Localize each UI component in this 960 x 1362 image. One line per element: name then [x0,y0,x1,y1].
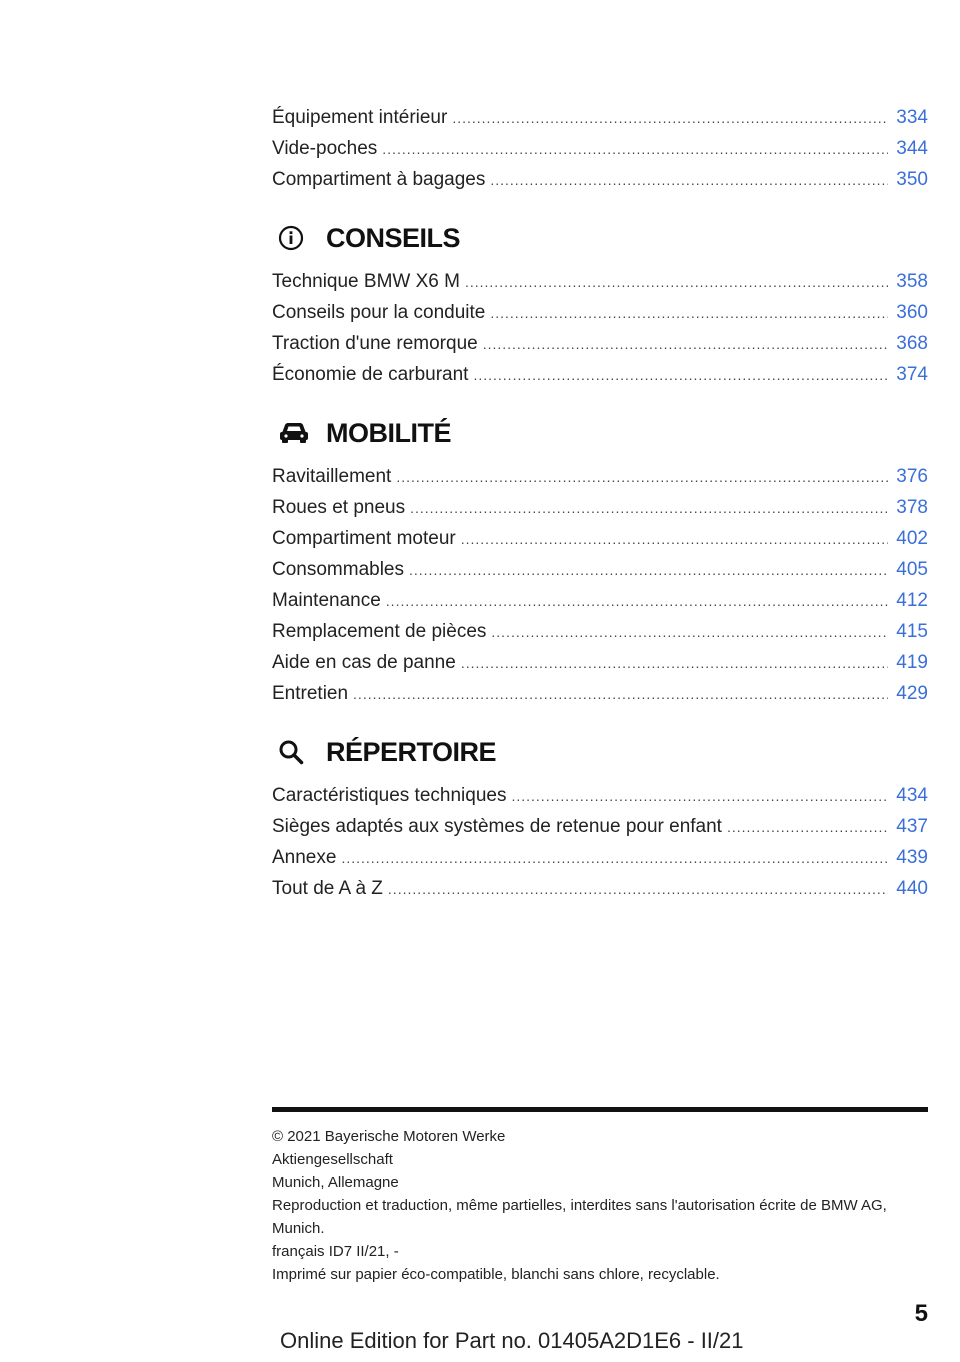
toc-group [272,102,928,195]
table-of-contents [272,102,928,904]
imprint-line: Reproduction et traduction, même partielles, interdites sans l'autorisation écrite de BMW AG, [272,1197,887,1214]
dot-leader [341,843,888,874]
toc-entry-title: Consommables [272,559,404,580]
section-title: MOBILITÉ [326,417,451,448]
dot-leader [490,298,888,329]
imprint [272,1125,932,1286]
dot-leader [353,679,888,710]
toc-entry-page-link[interactable]: 358 [896,271,928,292]
info-icon [272,222,318,254]
toc-entry[interactable] [272,266,928,297]
toc-group-repertoire [272,734,928,904]
toc-entry-page-link[interactable]: 360 [896,302,928,323]
toc-entry-title: Roues et pneus [272,497,406,518]
section-heading-mobilite [272,415,928,451]
toc-entry-title: Aide en cas de panne [272,652,456,673]
dot-leader [461,524,888,555]
toc-entry-page-link[interactable]: 439 [896,847,928,868]
toc-entry-page-link[interactable]: 378 [896,497,928,518]
divider-rule [272,1107,928,1112]
toc-entry-title: Ravitaillement [272,466,392,487]
footer-watermark: Online Edition for Part no. 01405A2D1E6 - II/21 [280,1328,744,1353]
dot-leader [511,781,888,812]
toc-entry[interactable] [272,297,928,328]
page-number: 5 [914,1300,928,1327]
toc-entry-title: Vide-poches [272,138,378,159]
toc-entry[interactable] [272,102,928,133]
toc-entry-title: Tout de A à Z [272,878,383,899]
toc-entry[interactable] [272,616,928,647]
toc-entry-title: Technique BMW X6 M [272,271,460,292]
toc-entry-page-link[interactable]: 350 [896,169,928,190]
toc-entry[interactable] [272,359,928,390]
toc-entry-title: Traction d'une remorque [272,333,478,354]
toc-group-conseils [272,220,928,390]
dot-leader [410,493,888,524]
section-title: CONSEILS [326,222,461,253]
toc-entry-title: Compartiment moteur [272,528,456,549]
toc-entry-page-link[interactable]: 334 [896,107,928,128]
dot-leader [473,360,888,391]
imprint-line: Aktiengesellschaft [272,1151,393,1168]
toc-group-mobilite [272,415,928,709]
dot-leader [491,617,888,648]
toc-entry-title: Entretien [272,683,349,704]
toc-entry-title: Caractéristiques techniques [272,785,507,806]
toc-entry[interactable] [272,133,928,164]
toc-entry-page-link[interactable]: 344 [896,138,928,159]
toc-entry[interactable] [272,523,928,554]
toc-entry-page-link[interactable]: 376 [896,466,928,487]
toc-entry-title: Annexe [272,847,337,868]
dot-leader [483,329,888,360]
toc-entry-page-link[interactable]: 405 [896,559,928,580]
section-heading-conseils [272,220,928,256]
toc-entry-page-link[interactable]: 440 [896,878,928,899]
toc-entry[interactable] [272,328,928,359]
toc-entry[interactable] [272,873,928,904]
toc-entry-page-link[interactable]: 368 [896,333,928,354]
toc-entry-title: Conseils pour la conduite [272,302,486,323]
toc-entry-title: Équipement intérieur [272,107,448,128]
toc-entry-title: Compartiment à bagages [272,169,486,190]
toc-entry-page-link[interactable]: 415 [896,621,928,642]
dot-leader [396,462,888,493]
toc-entry[interactable] [272,647,928,678]
dot-leader [452,103,888,134]
dot-leader [490,165,888,196]
dot-leader [386,586,888,617]
toc-entry-title: Maintenance [272,590,381,611]
toc-entry[interactable] [272,780,928,811]
toc-entry[interactable] [272,164,928,195]
toc-entry[interactable] [272,554,928,585]
dot-leader [465,267,888,298]
section-heading-repertoire [272,734,928,770]
toc-entry-title: Sièges adaptés aux systèmes de retenue pour enfant [272,816,722,837]
toc-entry-title: Économie de carburant [272,364,469,385]
car-icon [272,417,318,449]
dot-leader [727,812,888,843]
toc-entry[interactable] [272,811,928,842]
imprint-line: © 2021 Bayerische Motoren Werke [272,1128,506,1145]
imprint-line: Munich. [272,1220,325,1237]
toc-entry-page-link[interactable]: 437 [896,816,928,837]
toc-entry[interactable] [272,678,928,709]
toc-entry-page-link[interactable]: 419 [896,652,928,673]
toc-entry-page-link[interactable]: 374 [896,364,928,385]
toc-entry-page-link[interactable]: 429 [896,683,928,704]
imprint-line: Munich, Allemagne [272,1174,399,1191]
dot-leader [388,874,888,905]
toc-entry-page-link[interactable]: 402 [896,528,928,549]
toc-entry[interactable] [272,585,928,616]
toc-entry[interactable] [272,461,928,492]
dot-leader [409,555,888,586]
toc-entry[interactable] [272,492,928,523]
dot-leader [461,648,888,679]
search-icon [272,736,318,768]
imprint-line: français ID7 II/21, - [272,1243,399,1260]
section-title: RÉPERTOIRE [326,736,497,767]
toc-entry-page-link[interactable]: 412 [896,590,928,611]
toc-entry-title: Remplacement de pièces [272,621,487,642]
imprint-line: Imprimé sur papier éco-compatible, blanchi sans chlore, recyclable. [272,1266,720,1283]
dot-leader [382,134,888,165]
toc-entry-page-link[interactable]: 434 [896,785,928,806]
toc-entry[interactable] [272,842,928,873]
